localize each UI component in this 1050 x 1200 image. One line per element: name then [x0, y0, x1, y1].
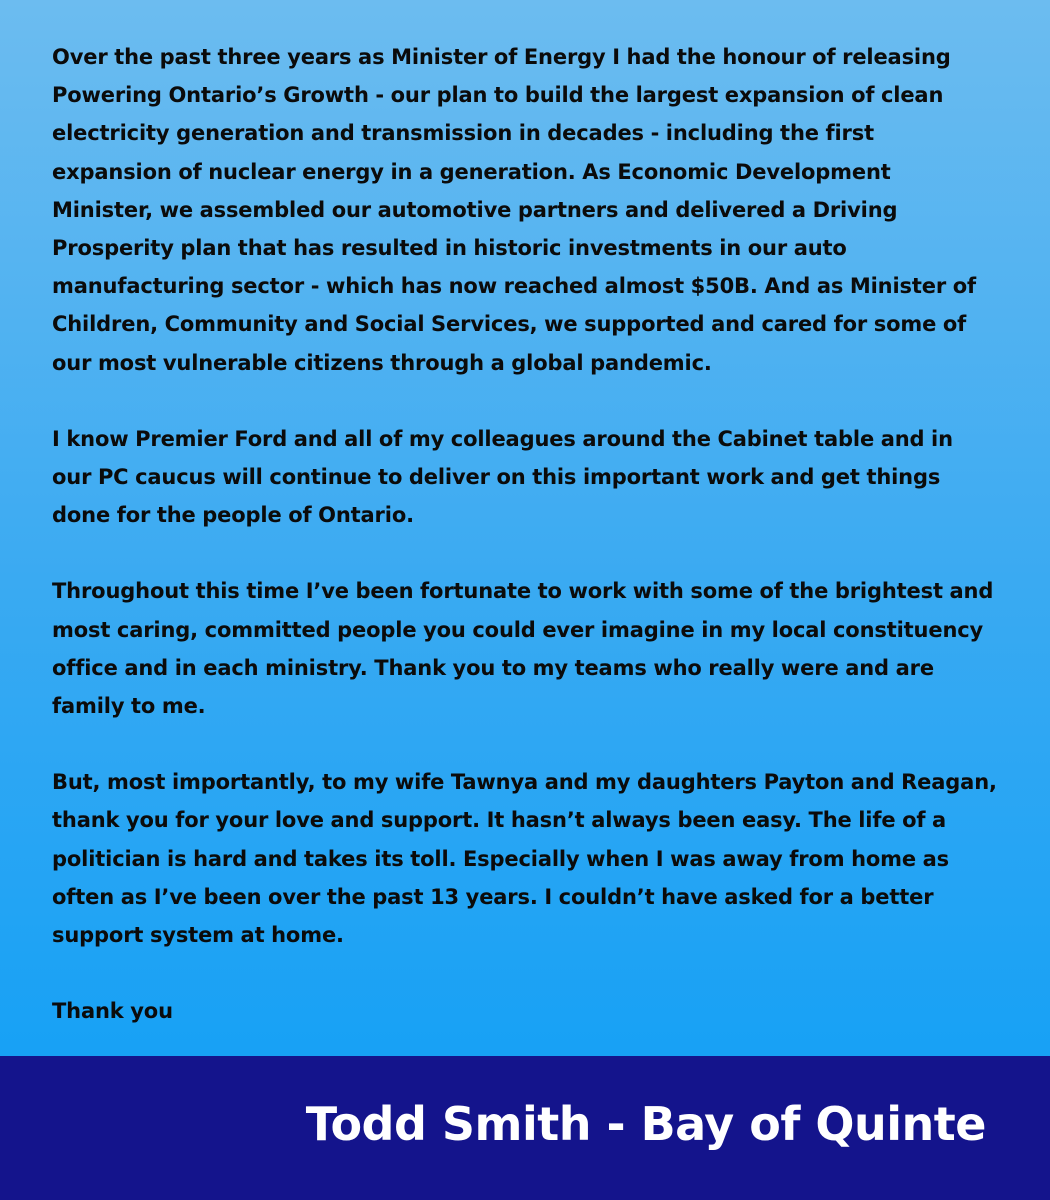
signature-name: Todd Smith - Bay of Quinte — [305, 1097, 986, 1151]
letter-paragraph-colleagues: I know Premier Ford and all of my colleagues around the Cabinet table and in our PC caucus will continue to deliver on this important work and get things done for the people of Ontario. — [52, 426, 953, 528]
letter-paragraph-ministerial-record: Over the past three years as Minister of Energy I had the honour of releasing Powering Ontario’s Growth - our plan to build the largest expansion of clean electricity generation and transmission in decades - including the first expansion of nuclear energy in a generation. As Economic Development Minister, we assembled our automotive partners and delivered a Driving Prosperity plan that has resulted in historic investments in our auto manufacturing sector - which has now reached almost $50B. And as Minister of Children, Community and Social Services, we supported and cared for some of our most vulnerable citizens through a global pandemic. — [52, 45, 976, 375]
letter-closing: Thank you — [52, 999, 173, 1024]
letter-paragraph-family: But, most importantly, to my wife Tawnya and my daughters Payton and Reagan, thank you for your love and support. It hasn’t always been easy. The life of a politician is hard and takes its toll. Especially when I was away from home as often as I’ve been over the past 13 years. I couldn’t have asked for a better support system at home. — [52, 770, 997, 948]
letter-paragraph-teams: Throughout this time I’ve been fortunate to work with some of the brightest and most caring, committed people you could ever imagine in my local constituency office and in each ministry. Thank you to my teams who really were and are family to me. — [52, 579, 994, 719]
signature-bar — [0, 1056, 1050, 1200]
